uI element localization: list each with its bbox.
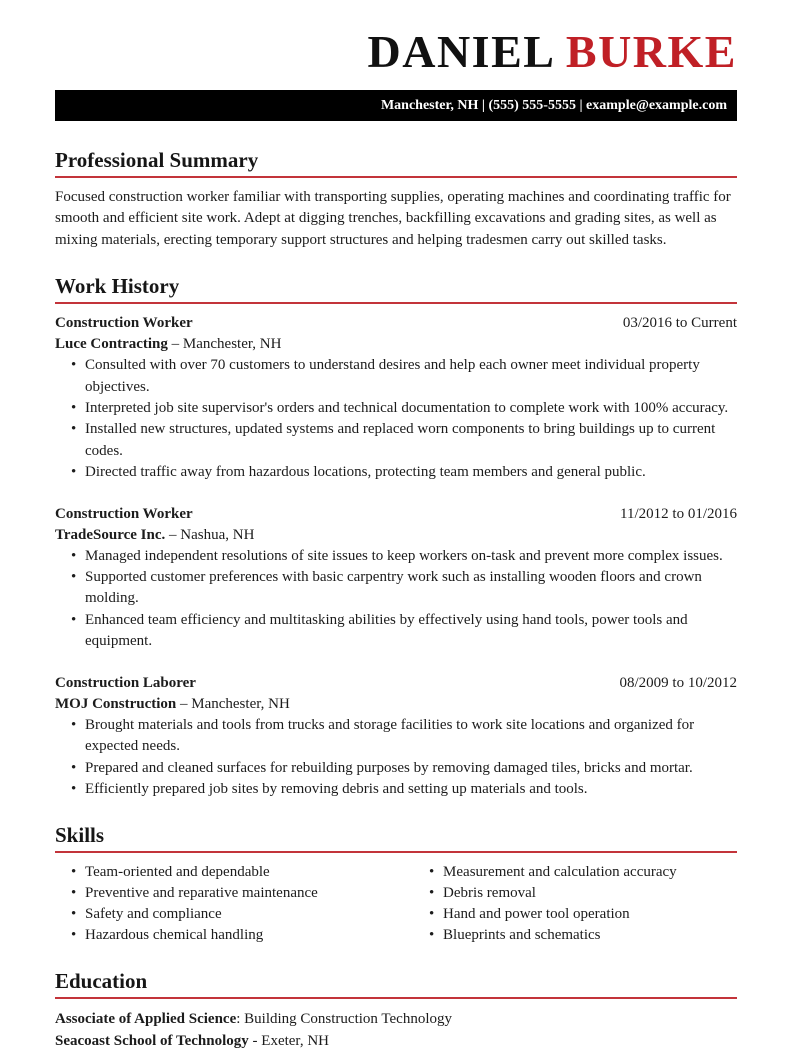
job-location: – Manchester, NH (167, 336, 282, 353)
skill-item: • Hand and power tool operation (413, 904, 771, 925)
professional-summary-heading: Professional Summary (55, 147, 737, 178)
job-bullet: • Brought materials and tools from trucks and storage facilities to work site locations and organized for expected needs. (55, 715, 737, 758)
job-bullet: • Efficiently prepared job sites by removing debris and setting up materials and tools. (55, 779, 737, 800)
job-company-line (55, 525, 737, 546)
job-bullet-list (55, 715, 737, 801)
resume-page (0, 28, 791, 1052)
job-location: – Manchester, NH (176, 695, 290, 712)
job-entry-3 (55, 673, 737, 801)
job-dates: 03/2016 to Current (622, 315, 737, 332)
job-bullet: • Consulted with over 70 customers to understand desires and help each owner meet individual property objectives. (55, 355, 737, 398)
section-work-history (55, 273, 737, 800)
skill-item: • Safety and compliance (55, 904, 413, 925)
skill-item: • Blueprints and schematics (413, 925, 771, 946)
job-dates: 08/2009 to 10/2012 (619, 674, 737, 691)
job-title: Construction Worker (55, 505, 193, 522)
degree-name: Associate of Applied Science (55, 1010, 237, 1027)
job-bullet: • Enhanced team efficiency and multitasking abilities by effectively using hand tools, power tools and equipment. (55, 610, 737, 653)
job-bullet-list (55, 355, 737, 483)
job-company: MOJ Construction (55, 695, 177, 712)
job-header (55, 504, 737, 525)
skill-item: • Debris removal (413, 883, 771, 904)
job-bullet: • Directed traffic away from hazardous locations, protecting team members and general public. (55, 462, 737, 483)
job-title: Construction Worker (55, 315, 193, 332)
school-line (55, 1030, 737, 1052)
skill-item: • Team-oriented and dependable (55, 862, 413, 883)
candidate-last-name: BURKE (565, 26, 737, 77)
job-bullet: • Managed independent resolutions of site issues to keep workers on-task and prevent more complex issues. (55, 546, 737, 567)
skills-heading: Skills (55, 822, 737, 853)
candidate-first-name: DANIEL (367, 26, 553, 77)
job-bullet: • Installed new structures, updated systems and replaced worn components to bring buildings up to current codes. (55, 419, 737, 462)
contact-bar: Manchester, NH | (555) 555-5555 | example@example.com (55, 90, 737, 121)
skill-item: • Hazardous chemical handling (55, 925, 413, 946)
work-history-heading: Work History (55, 273, 737, 304)
degree-line (55, 1008, 737, 1030)
skill-item: • Measurement and calculation accuracy (413, 862, 771, 883)
job-bullet-list (55, 546, 737, 653)
job-company-line (55, 334, 737, 355)
professional-summary-text: Focused construction worker familiar with transporting supplies, operating machines and coordinating traffic for smooth and efficient site work. Adept at digging trenches, backfilling excavations and grading sites, as well as mixing materials, erecting temporary support structures and helping tradesmen carry out skilled tasks. (55, 189, 731, 248)
job-dates: 11/2012 to 01/2016 (620, 505, 737, 522)
job-company: Luce Contracting (55, 336, 168, 353)
job-company: TradeSource Inc. (55, 526, 166, 543)
job-header (55, 673, 737, 694)
job-location: – Nashua, NH (165, 526, 255, 543)
job-header (55, 313, 737, 334)
school-detail: - Exeter, NH (248, 1032, 329, 1049)
job-entry-2 (55, 504, 737, 653)
skills-column-left (55, 862, 413, 945)
section-skills (55, 822, 737, 945)
job-title: Construction Laborer (55, 674, 196, 691)
job-entry-1 (55, 313, 737, 483)
education-heading: Education (55, 968, 737, 999)
skill-item: • Preventive and reparative maintenance (55, 883, 413, 904)
job-bullet: • Interpreted job site supervisor's orders and technical documentation to complete work with 100% accuracy. (55, 398, 737, 419)
job-company-line (55, 694, 737, 715)
job-bullet: • Supported customer preferences with basic carpentry work such as installing wooden floors and crown molding. (55, 567, 737, 610)
degree-detail: : Building Construction Technology (236, 1010, 452, 1027)
section-professional-summary (55, 147, 737, 251)
section-education (55, 968, 737, 1052)
skills-columns (55, 862, 737, 945)
skills-column-right (413, 862, 771, 945)
school-name: Seacoast School of Technology (55, 1032, 249, 1049)
candidate-name (55, 28, 737, 76)
job-bullet: • Prepared and cleaned surfaces for rebuilding purposes by removing damaged tiles, bricks and mortar. (55, 758, 737, 779)
